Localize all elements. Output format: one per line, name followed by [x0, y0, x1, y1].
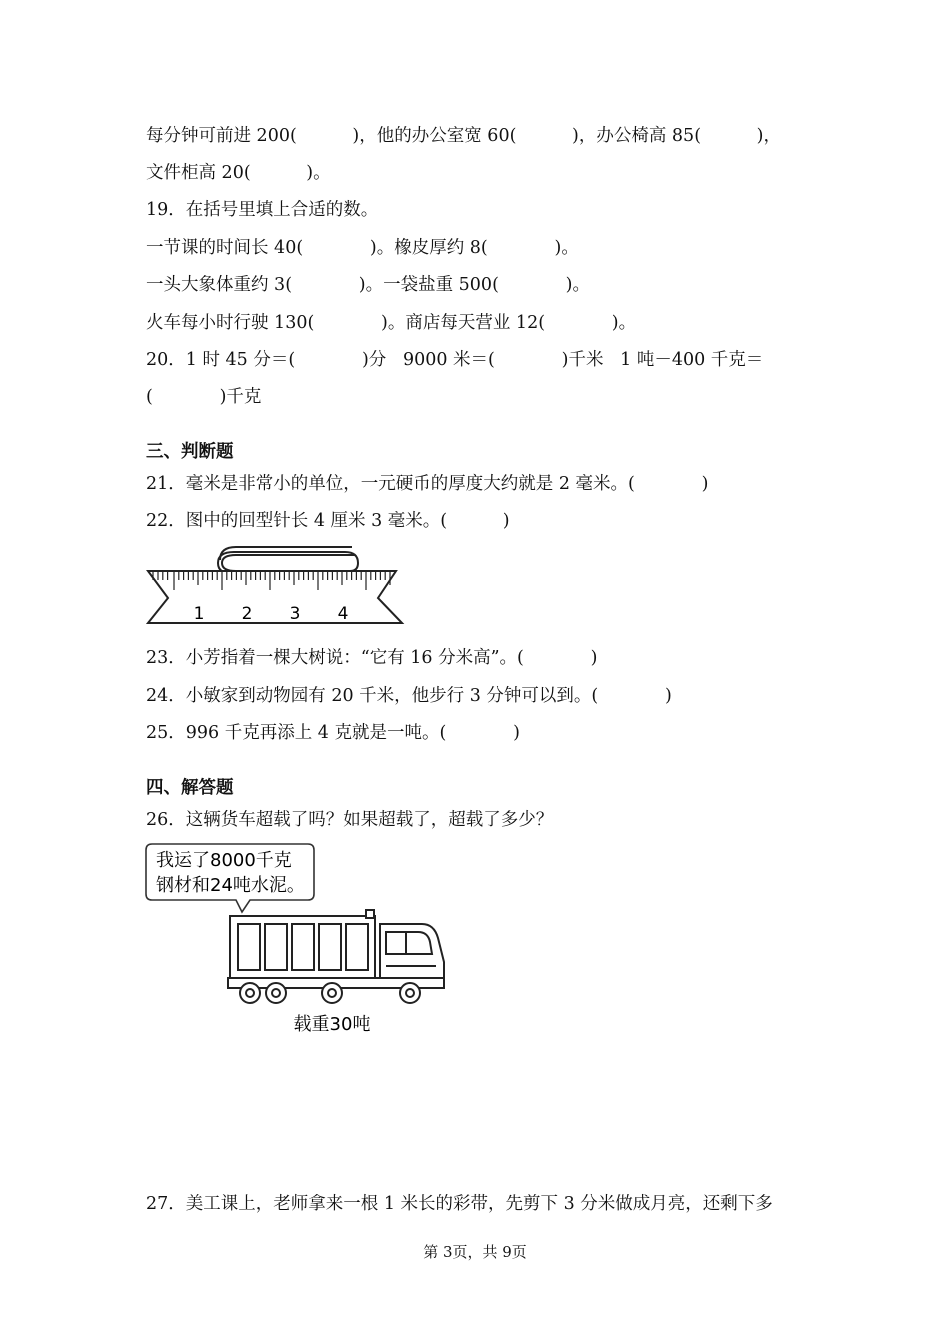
q27: 27．美工课上，老师拿来一根 1 米长的彩带，先剪下 3 分米做成月亮，还剩下多: [146, 1194, 773, 1214]
truck-icon: [228, 910, 444, 1003]
ruler-paperclip-figure: [140, 540, 420, 640]
truck-caption: 载重30吨: [293, 1014, 371, 1035]
q22: 22．图中的回型针长 4 厘米 3 毫米。( ): [146, 511, 510, 531]
q19-title: 19．在括号里填上合适的数。: [146, 200, 379, 220]
q25: 25．996 千克再添上 4 克就是一吨。( ): [146, 723, 520, 743]
q26: 26．这辆货车超载了吗？如果超载了，超载了多少？: [146, 810, 554, 830]
q20-line-1: 20．1 时 45 分＝( )分 9000 米＝( )千米 1 吨－400 千克＝: [146, 350, 764, 370]
ruler-label-2: 2: [241, 604, 253, 624]
q18-line-1: 每分钟可前进 200( )，他的办公室宽 60( )，办公椅高 85( )，: [146, 126, 781, 146]
section-3-heading: 三、判断题: [146, 442, 234, 462]
section-4-heading: 四、解答题: [146, 778, 234, 798]
paperclip-icon: [218, 547, 358, 574]
speech-line-2: 钢材和24吨水泥。: [156, 875, 305, 896]
truck-figure: [140, 838, 460, 1038]
q20-line-2: ( )千克: [146, 387, 262, 407]
ruler-label-1: 1: [193, 604, 205, 624]
q19-line-3: 火车每小时行驶 130( )。商店每天营业 12( )。: [146, 313, 637, 333]
ruler-label-4: 4: [337, 604, 349, 624]
q18-line-2: 文件柜高 20( )。: [146, 163, 331, 183]
speech-line-1: 我运了8000千克: [156, 850, 292, 871]
q19-line-1: 一节课的时间长 40( )。橡皮厚约 8( )。: [146, 238, 579, 258]
page-footer: 第 3页，共 9页: [423, 1243, 527, 1261]
q23: 23．小芳指着一棵大树说：“它有 16 分米高”。( ): [146, 648, 598, 668]
ruler-label-3: 3: [289, 604, 301, 624]
q19-line-2: 一头大象体重约 3( )。一袋盐重 500( )。: [146, 275, 590, 295]
q24: 24．小敏家到动物园有 20 千米，他步行 3 分钟可以到。( ): [146, 686, 672, 706]
q21: 21．毫米是非常小的单位，一元硬币的厚度大约就是 2 毫米。( ): [146, 474, 709, 494]
